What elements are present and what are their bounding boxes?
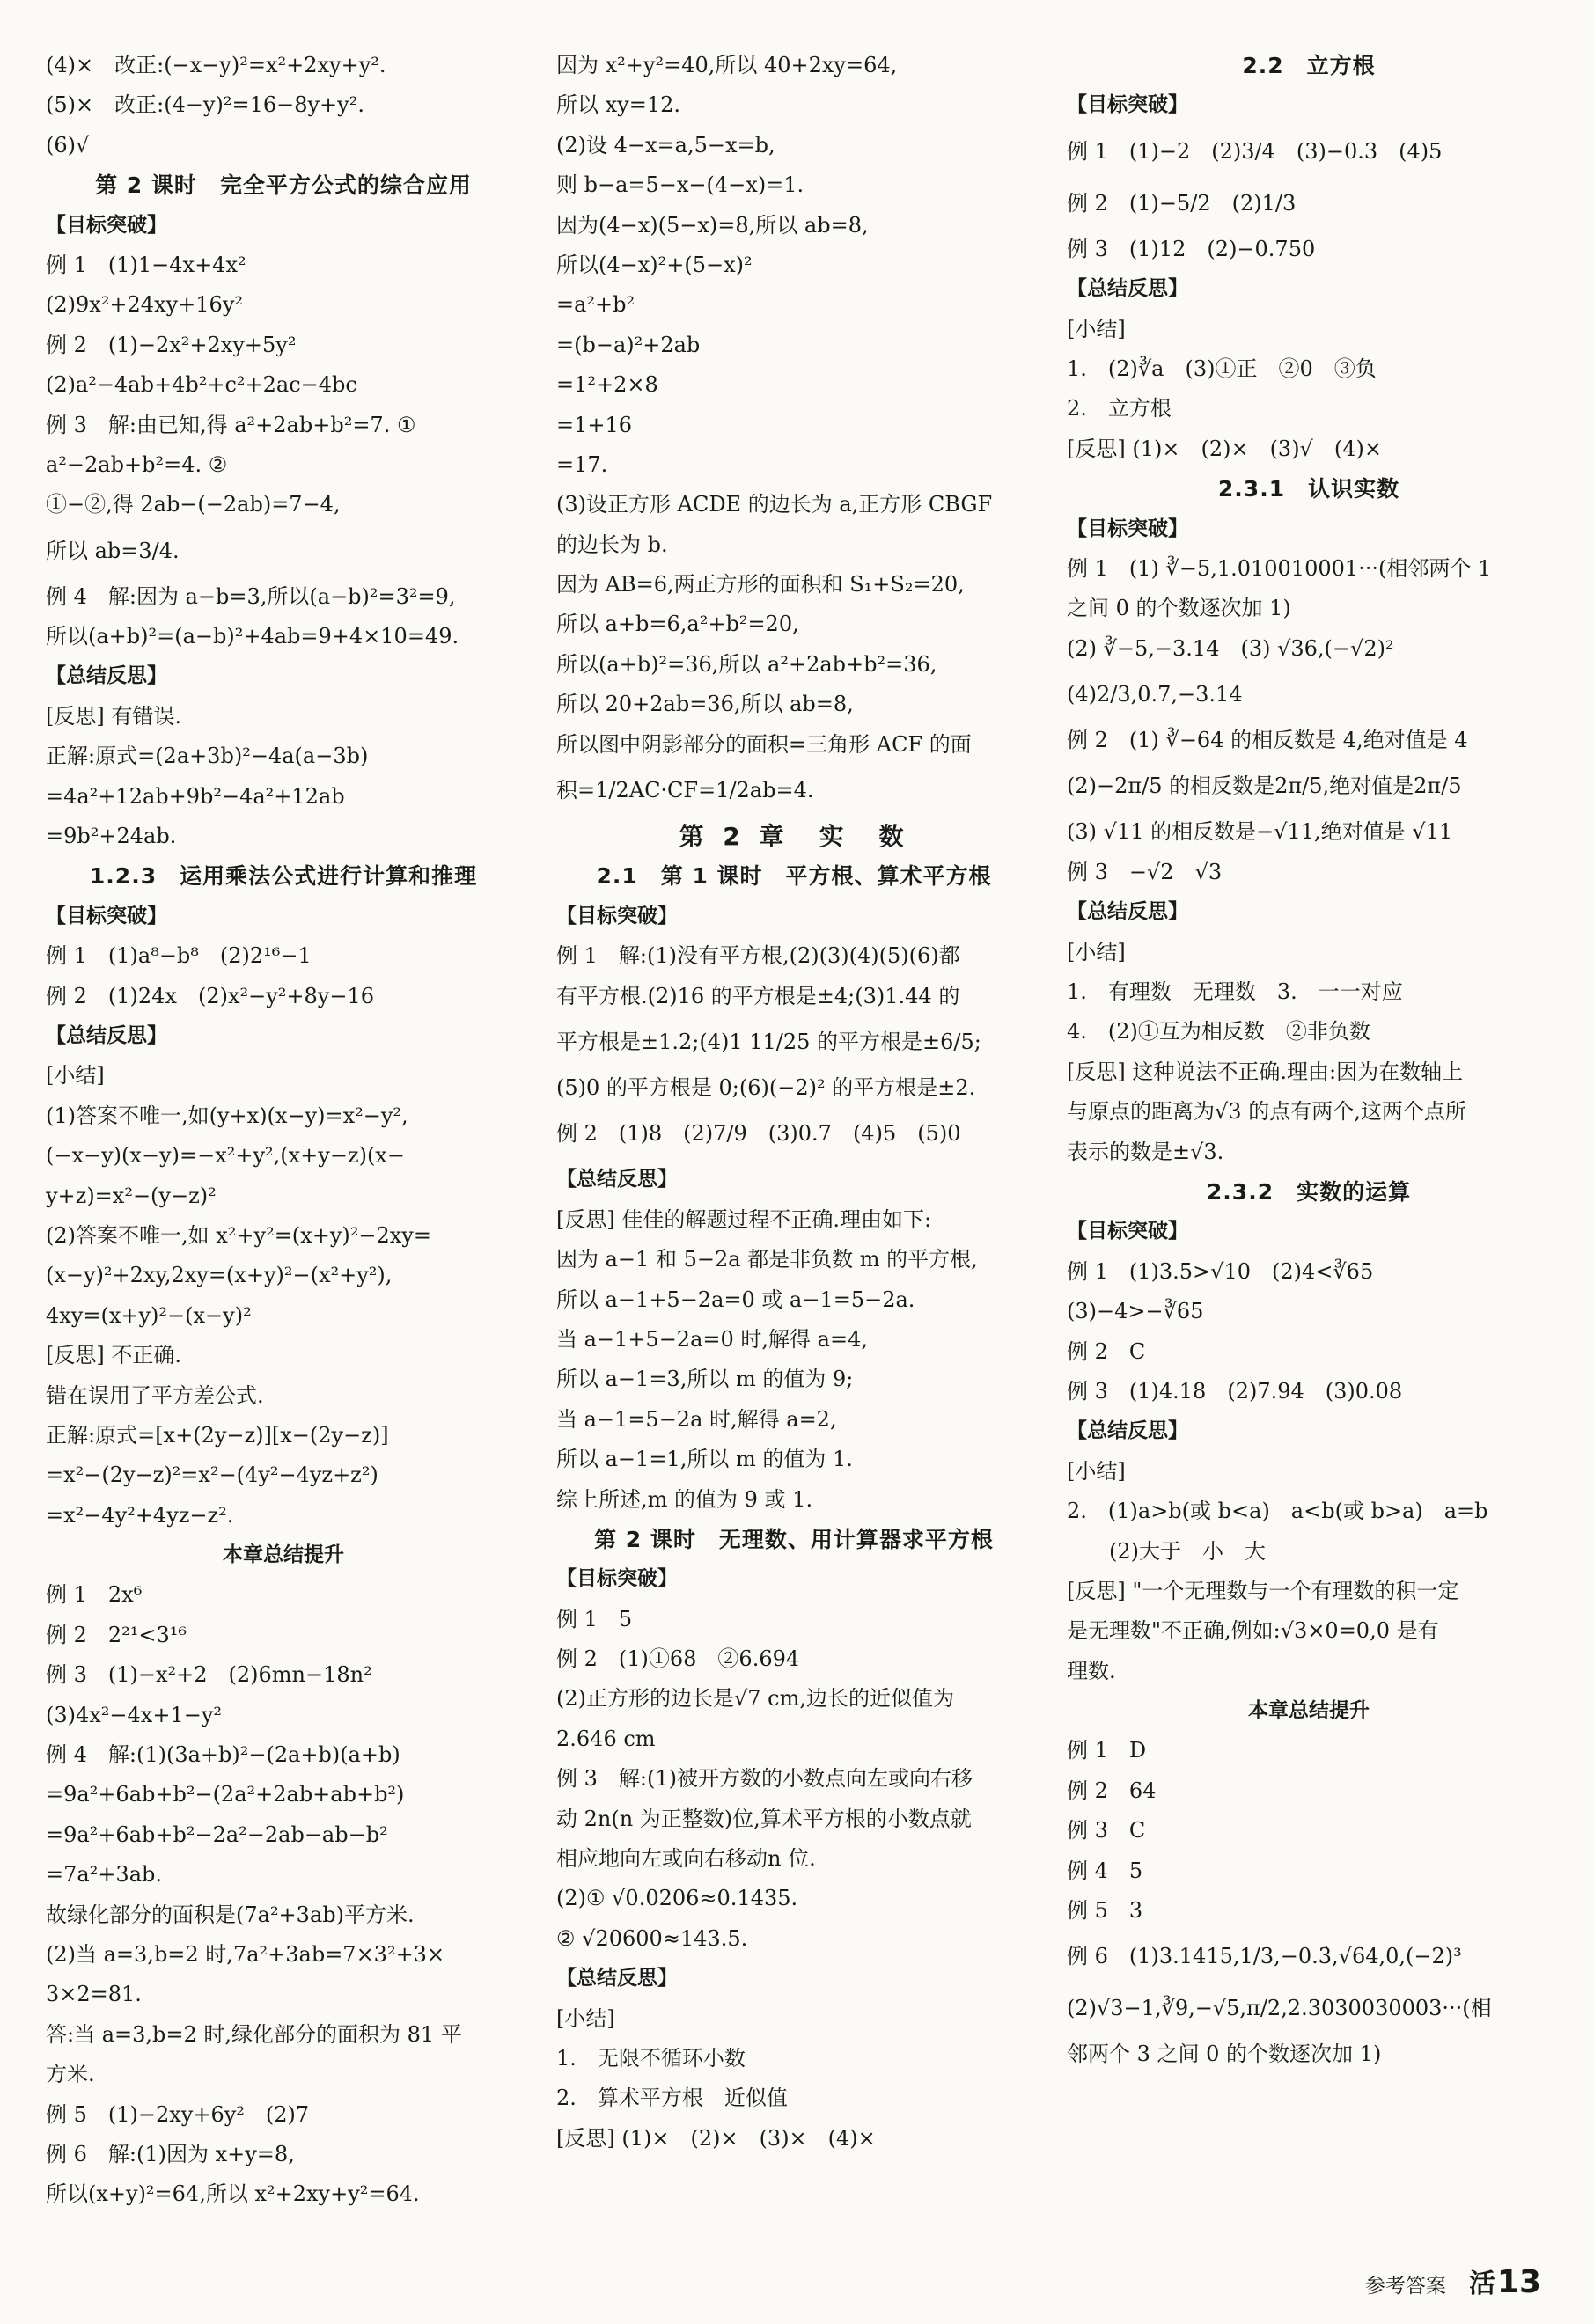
text-line: [反思] (1)× (2)× (3)× (4)× <box>556 2125 876 2151</box>
text-line: 例 1 (1)−2 (2)3/4 (3)−0.3 (4)5 <box>1067 138 1443 164</box>
text-line: 例 2 2²¹<3¹⁶ <box>46 1622 187 1647</box>
text-line: 1. 无限不循环小数 <box>556 2045 746 2071</box>
section-heading: 2.3.2 实数的运算 <box>1206 1178 1412 1205</box>
text-line: 1. 有理数 无理数 3. 一一对应 <box>1067 979 1403 1005</box>
text-line: 例 5 (1)−2xy+6y² (2)7 <box>46 2101 310 2127</box>
text-line: [反思] 这种说法不正确.理由:因为在数轴上 <box>1067 1059 1464 1084</box>
text-line: =4a²+12ab+9b²−4a²+12ab <box>46 783 345 809</box>
text-line: ①−②,得 2ab−(−2ab)=7−4, <box>46 492 341 517</box>
text-line: =a²+b² <box>556 292 635 318</box>
text-line: 2. (1)a>b(或 b<a) a<b(或 b>a) a=b <box>1067 1499 1488 1524</box>
text-line: (2)当 a=3,b=2 时,7a²+3ab=7×3²+3× <box>46 1941 445 1967</box>
text-line: 之间 0 的个数逐次加 1) <box>1067 596 1291 621</box>
text-line: (−x−y)(x−y)=−x²+y²,(x+y−z)(x− <box>46 1143 405 1169</box>
text-line: 2. 立方根 <box>1067 396 1172 422</box>
text-line: 例 2 (1)−5/2 (2)1/3 <box>1067 190 1297 216</box>
text-line: 故绿化部分的面积是(7a²+3ab)平方米. <box>46 1902 415 1927</box>
text-line: 4xy=(x+y)²−(x−y)² <box>46 1302 252 1328</box>
text-line: [小结] <box>1067 939 1126 964</box>
text-line: 4. (2)①互为相反数 ②非负数 <box>1067 1019 1370 1045</box>
text-line: 正解:原式=(2a+3b)²−4a(a−3b) <box>46 744 369 769</box>
text-line: [反思] 有错误. <box>46 703 181 729</box>
text-line: 有平方根.(2)16 的平方根是±4;(3)1.44 的 <box>556 983 960 1008</box>
text-line: 例 1 (1)3.5>√10 (2)4<∛65 <box>1067 1258 1374 1284</box>
text-line: [反思] "一个无理数与一个有理数的积一定 <box>1067 1578 1459 1603</box>
text-line: 平方根是±1.2;(4)1 11/25 的平方根是±6/5; <box>556 1029 981 1054</box>
text-line: 3×2=81. <box>46 1982 142 2007</box>
text-line: 例 2 C <box>1067 1338 1146 1364</box>
text-line: =x²−4y²+4yz−z². <box>46 1502 234 1528</box>
text-line: 所以 a−1+5−2a=0 或 a−1=5−2a. <box>556 1287 915 1312</box>
text-line: 例 3 解:由已知,得 a²+2ab+b²=7. ① <box>46 412 416 437</box>
text-line: 例 4 解:(1)(3a+b)²−(2a+b)(a+b) <box>46 1742 400 1768</box>
text-line: 的边长为 b. <box>556 532 668 557</box>
text-line: (3) √11 的相反数是−√11,绝对值是 √11 <box>1067 819 1453 845</box>
text-line: ② √20600≈143.5. <box>556 1925 748 1951</box>
text-line: 方米. <box>46 2062 95 2087</box>
text-line: =9a²+6ab+b²−2a²−2ab−ab−b² <box>46 1822 388 1847</box>
text-line: [反思] 佳佳的解题过程不正确.理由如下: <box>556 1206 932 1232</box>
text-line: 因为 x²+y²=40,所以 40+2xy=64, <box>556 53 898 77</box>
text-line: [小结] <box>556 2005 615 2031</box>
text-line: 2. 算术平方根 近似值 <box>556 2086 788 2111</box>
text-line: a²−2ab+b²=4. ② <box>46 451 228 477</box>
text-line: [小结] <box>1067 1458 1126 1484</box>
text-line: 例 2 (1)①68 ②6.694 <box>556 1646 800 1672</box>
text-line: 例 4 解:因为 a−b=3,所以(a−b)²=3²=9, <box>46 583 456 609</box>
text-line: 是无理数"不正确,例如:√3×0=0,0 是有 <box>1067 1618 1439 1644</box>
text-line: (2)① √0.0206≈0.1435. <box>556 1886 798 1911</box>
subsection-label: 【总结反思】 <box>1067 900 1188 924</box>
text-line: 当 a−1+5−2a=0 时,解得 a=4, <box>556 1326 868 1352</box>
section-heading: 2.2 立方根 <box>1242 53 1376 78</box>
footer-label: 参考答案 <box>1364 2275 1446 2298</box>
text-line: 例 1 (1) ∛−5,1.010010001···(相邻两个 1 <box>1067 555 1492 581</box>
text-line: 因为(4−x)(5−x)=8,所以 ab=8, <box>556 212 869 238</box>
text-line: 例 3 −√2 √3 <box>1067 859 1223 884</box>
text-line: (2)设 4−x=a,5−x=b, <box>556 132 775 158</box>
subsection-label: 【目标突破】 <box>556 904 678 927</box>
text-line: y+z)=x²−(y−z)² <box>46 1183 217 1208</box>
text-line: 积=1/2AC·CF=1/2ab=4. <box>556 778 814 803</box>
text-line: (2) ∛−5,−3.14 (3) √36,(−√2)² <box>1067 635 1394 661</box>
subsection-label: 【目标突破】 <box>1067 517 1188 540</box>
text-line: 表示的数是±√3. <box>1067 1139 1224 1164</box>
text-line: 例 1 2x⁶ <box>46 1582 143 1608</box>
text-line: 所以 a+b=6,a²+b²=20, <box>556 612 799 637</box>
text-line: 所以(a+b)²=36,所以 a²+2ab+b²=36, <box>556 651 937 677</box>
text-line: (2)√3−1,∛9,−√5,π/2,2.3030030003···(相 <box>1067 1996 1492 2021</box>
text-line: 理数. <box>1067 1658 1116 1683</box>
text-line: 例 2 (1) ∛−64 的相反数是 4,绝对值是 4 <box>1067 728 1468 753</box>
section-heading: 第 2 课时 无理数、用计算器求平方根 <box>594 1526 994 1552</box>
text-line: 所以(a+b)²=(a−b)²+4ab=9+4×10=49. <box>46 624 459 649</box>
text-line: =(b−a)²+2ab <box>556 332 701 357</box>
text-line: 例 1 (1)a⁸−b⁸ (2)2¹⁶−1 <box>46 943 312 969</box>
text-line: 所以(x+y)²=64,所以 x²+2xy+y²=64. <box>46 2181 420 2207</box>
text-line: 因为 AB=6,两正方形的面积和 S₁+S₂=20, <box>556 572 965 597</box>
text-line: 所以 a−1=3,所以 m 的值为 9; <box>556 1367 854 1392</box>
text-line: 例 6 (1)3.1415,1/3,−0.3̇,√64,0,(−2)³ <box>1067 1944 1462 1969</box>
page-prefix: 活 <box>1468 2269 1495 2299</box>
text-line: 则 b−a=5−x−(4−x)=1. <box>556 172 804 198</box>
text-line: 例 1 5 <box>556 1606 633 1631</box>
text-line: (2)答案不唯一,如 x²+y²=(x+y)²−2xy= <box>46 1222 431 1248</box>
column-middle <box>556 46 1032 2159</box>
text-line: 综上所述,m 的值为 9 或 1. <box>556 1486 813 1512</box>
subsection-label: 【目标突破】 <box>1067 1220 1188 1243</box>
text-line: 例 2 (1)−2x²+2xy+5y² <box>46 332 297 357</box>
section-heading: 第 2 课时 完全平方公式的综合应用 <box>95 172 472 199</box>
subsection-label: 【总结反思】 <box>46 1023 167 1047</box>
subsection-label: 【总结反思】 <box>46 664 167 688</box>
subsection-label: 【总结反思】 <box>1067 1419 1188 1443</box>
subsection-label: 【总结反思】 <box>556 1967 678 1990</box>
text-line: 正解:原式=[x+(2y−z)][x−(2y−z)] <box>46 1422 389 1448</box>
subsection-label: 【目标突破】 <box>46 904 167 927</box>
text-line: 所以 ab=3/4. <box>46 538 180 563</box>
text-line: (5)× 改正:(4−y)²=16−8y+y². <box>46 92 364 118</box>
text-line: 邻两个 3 之间 0 的个数逐次加 1) <box>1067 2042 1382 2067</box>
text-line: (3)−4>−∛65 <box>1067 1299 1204 1324</box>
text-line: =9b²+24ab. <box>46 824 177 849</box>
text-line: 1. (2)∛a (3)①正 ②0 ③负 <box>1067 356 1377 381</box>
text-line: 例 4 5 <box>1067 1858 1143 1883</box>
text-line: =1²+2×8 <box>556 372 658 398</box>
text-line: 例 3 C <box>1067 1818 1146 1844</box>
text-line: (1)答案不唯一,如(y+x)(x−y)=x²−y², <box>46 1103 408 1128</box>
text-line: 相应地向左或向右移动n 位. <box>556 1846 816 1872</box>
text-line: (2)正方形的边长是√7 cm,边长的近似值为 <box>556 1686 955 1712</box>
text-line: [小结] <box>1067 316 1126 341</box>
text-line: [小结] <box>46 1063 105 1089</box>
text-line: 例 3 (1)12 (2)−0.750 <box>1067 236 1316 261</box>
text-line: 所以 a−1=1,所以 m 的值为 1. <box>556 1447 853 1472</box>
text-line: 与原点的距离为√3 的点有两个,这两个点所 <box>1067 1099 1466 1125</box>
text-line: 当 a−1=5−2a 时,解得 a=2, <box>556 1406 837 1432</box>
chapter-heading: 第 2 章 实 数 <box>679 822 909 852</box>
text-line: 动 2n(n 为正整数)位,算术平方根的小数点就 <box>556 1806 972 1831</box>
text-line: (2)大于 小 大 <box>1067 1538 1266 1564</box>
section-heading: 2.1 第 1 课时 平方根、算术平方根 <box>596 863 992 890</box>
text-line: 例 1 解:(1)没有平方根,(2)(3)(4)(5)(6)都 <box>556 943 960 969</box>
section-heading: 2.3.1 认识实数 <box>1217 476 1400 502</box>
text-line: (2)a²−4ab+4b²+c²+2ac−4bc <box>46 372 357 398</box>
text-line: [反思] (1)× (2)× (3)√ (4)× <box>1067 436 1382 461</box>
text-line: 例 2 (1)8 (2)7/9 (3)0.7 (4)5 (5)0 <box>556 1121 961 1147</box>
text-line: 所以 xy=12. <box>556 92 680 118</box>
text-line: 所以 20+2ab=36,所以 ab=8, <box>556 692 854 717</box>
text-line: (6)√ <box>46 132 90 158</box>
text-line: =7a²+3ab. <box>46 1862 162 1888</box>
text-line: (3)设正方形 ACDE 的边长为 a,正方形 CBGF <box>556 492 993 517</box>
page-number: 13 <box>1496 2264 1541 2300</box>
text-line: (4)2/3,0.7̇,−3.14 <box>1067 682 1243 707</box>
text-line: 2.646 cm <box>556 1726 656 1751</box>
text-line: 例 6 解:(1)因为 x+y=8, <box>46 2141 295 2166</box>
text-line: (x−y)²+2xy,2xy=(x+y)²−(x²+y²), <box>46 1263 393 1288</box>
text-line: 所以图中阴影部分的面积=三角形 ACF 的面 <box>556 731 972 757</box>
text-line: 因为 a−1 和 5−2a 都是非负数 m 的平方根, <box>556 1247 978 1272</box>
text-line: (4)× 改正:(−x−y)²=x²+2xy+y². <box>46 53 386 77</box>
column-right <box>1067 46 1551 2075</box>
text-line: =17. <box>556 451 608 477</box>
text-line: [反思] 不正确. <box>46 1343 181 1368</box>
text-line: 例 3 解:(1)被开方数的小数点向左或向右移 <box>556 1766 973 1792</box>
text-line: 所以(4−x)²+(5−x)² <box>556 252 753 277</box>
text-line: =1+16 <box>556 412 633 437</box>
text-line: 例 1 D <box>1067 1738 1147 1763</box>
summary-heading: 本章总结提升 <box>223 1543 344 1567</box>
text-line: 例 2 64 <box>1067 1778 1157 1803</box>
text-line: 例 3 (1)4.18 (2)7.94 (3)0.08 <box>1067 1378 1403 1404</box>
text-line: (3)4x²−4x+1−y² <box>46 1702 223 1727</box>
text-line: (2)9x²+24xy+16y² <box>46 292 243 318</box>
text-line: 答:当 a=3,b=2 时,绿化部分的面积为 81 平 <box>46 2021 462 2047</box>
text-line: =9a²+6ab+b²−(2a²+2ab+ab+b²) <box>46 1782 405 1807</box>
summary-heading: 本章总结提升 <box>1248 1699 1370 1723</box>
text-line: (2)−2π/5 的相反数是2π/5,绝对值是2π/5 <box>1067 773 1462 799</box>
text-line: 错在误用了平方差公式. <box>46 1382 264 1408</box>
page-footer <box>1365 2262 1541 2300</box>
text-line: 例 5 3 <box>1067 1898 1143 1924</box>
text-line: (5)0 的平方根是 0;(6)(−2)² 的平方根是±2. <box>556 1074 976 1100</box>
text-line: 例 3 (1)−x²+2 (2)6mn−18n² <box>46 1662 372 1688</box>
text-line: 例 1 (1)1−4x+4x² <box>46 252 246 277</box>
text-line: =x²−(2y−z)²=x²−(4y²−4yz+z²) <box>46 1463 378 1488</box>
subsection-label: 【总结反思】 <box>556 1168 678 1191</box>
text-line: 例 2 (1)24x (2)x²−y²+8y−16 <box>46 983 374 1008</box>
section-heading: 1.2.3 运用乘法公式进行计算和推理 <box>89 863 478 890</box>
subsection-label: 【目标突破】 <box>46 213 167 237</box>
subsection-label: 【目标突破】 <box>1067 93 1188 117</box>
subsection-label: 【总结反思】 <box>1067 277 1188 301</box>
subsection-label: 【目标突破】 <box>556 1567 678 1591</box>
column-left <box>46 46 521 2215</box>
